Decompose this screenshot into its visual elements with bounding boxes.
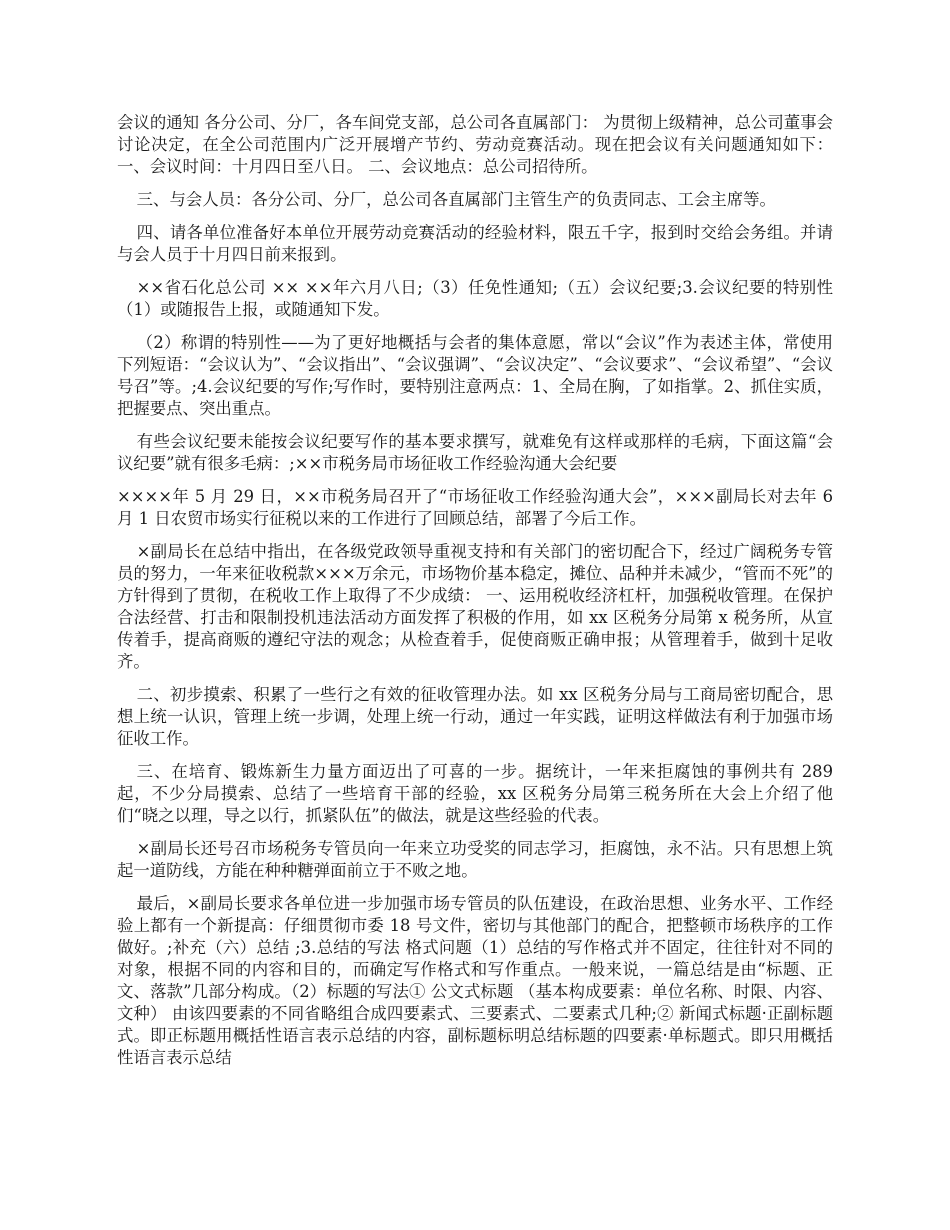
paragraph-summary-point-two: 二、初步摸索、积累了一些行之有效的征收管理办法。如 xx 区税务分局与工商局密切配合，思想上统一认识，管理上统一步调，处理上统一行动，通过一年实践，证明这样做法有利于加强市场征收工作。 [117, 685, 833, 748]
paragraph-signature-and-minutes: ××省石化总公司 ×× ××年六月八日;（3）任免性通知;（五）会议纪要;3.会议纪要的特别性 （1）或随报告上报，或随通知下发。 [117, 278, 833, 319]
paragraph-summary-point-three: 三、在培育、锻炼新生力量方面迈出了可喜的一步。据统计，一年来拒腐蚀的事例共有 289 起，不少分局摸索、总结了一些培育干部的经验，xx 区税务分局第三税务所在大会上介绍了他们“晓之以理，导之以行，抓紧队伍”的做法，就是这些经验的代表。 [117, 762, 833, 825]
paragraph-conference-date: ××××年 5 月 29 日，××市税务局召开了“市场征收工作经验沟通大会”，×××副局长对去年 6 月 1 日农贸市场实行征税以来的工作进行了回顾总结，部署了今后工作。 [117, 487, 833, 528]
paragraph-call-to-learn: ×副局长还号召市场税务专管员向一年来立功受奖的同志学习，拒腐蚀，永不沾。只有思想上筑起一道防线，方能在种种糖弹面前立于不败之地。 [117, 839, 833, 880]
document-body [117, 112, 833, 1080]
paragraph-meeting-notice: 会议的通知 各分公司、分厂，各车间党支部，总公司各直属部门： 为贯彻上级精神，总公司董事会讨论决定，在全公司范围内广泛开展增产节约、劳动竞赛活动。现在把会议有关问题通知如下： 一、会议时间：十月四日至八日。 二、会议地点：总公司招待所。 [117, 113, 833, 176]
paragraph-final-requirements: 最后，×副局长要求各单位进一步加强市场专管员的队伍建设，在政治思想、业务水平、工作经验上都有一个新提高：仔细贯彻市委 18 号文件，密切与其他部门的配合，把整顿市场秩序的工作做好。;补充（六）总结 ;3.总结的写法 格式问题（1）总结的写作格式并不固定，往往针对不同的对象，根据不同的内容和目的，而确定写作格式和写作重点。一般来说，一篇总结是由“标题、正文、落款”几部分构成。（2）标题的写法① 公文式标题 （基本构成要素：单位名称、时限、内容、文种） 由该四要素的不同省略组合成四要素式、三要素式、二要素式几种;② 新闻式标题·正副标题式。即正标题用概括性语言表示总结的内容，副标题标明总结标题的四要素·单标题式。即只用概括性语言表示总结 [117, 894, 833, 1067]
paragraph-attendees: 三、与会人员：各分公司、分厂，总公司各直属部门主管生产的负责同志、工会主席等。 [136, 190, 776, 209]
paragraph-title-specialty: （2）称谓的特别性——为了更好地概括与会者的集体意愿，常以“会议”作为表述主体，常使用下列短语：“会议认为”、“会议指出”、“会议强调”、“会议决定”、“会议要求”、“会议希望”、“会议号召”等。;4.会议纪要的写作;写作时，要特别注意两点：1、全局在胸，了如指掌。2、抓住实质，把握要点、突出重点。 [117, 333, 833, 418]
paragraph-minutes-problems: 有些会议纪要未能按会议纪要写作的基本要求撰写，就难免有这样或那样的毛病，下面这篇“会议纪要”就有很多毛病：;××市税务局市场征收工作经验沟通大会纪要 [117, 432, 833, 473]
paragraph-materials: 四、请各单位准备好本单位开展劳动竞赛活动的经验材料，限五千字，报到时交给会务组。并请与会人员于十月四日前来报到。 [117, 223, 833, 264]
paragraph-summary-point-one: ×副局长在总结中指出，在各级党政领导重视支持和有关部门的密切配合下，经过广阔税务专管员的努力，一年来征收税款×××万余元，市场物价基本稳定，摊位、品种并未减少，“管而不死”的方针得到了贯彻，在税收工作上取得了不少成绩： 一、运用税收经济杠杆，加强税收管理。在保护合法经营、打击和限制投机违法活动方面发挥了积极的作用，如 xx 区税务分局第 x 税务所，从宣传着手，提高商贩的遵纪守法的观念；从检查着手，促使商贩正确申报；从管理着手，做到十足收齐。 [117, 542, 833, 671]
